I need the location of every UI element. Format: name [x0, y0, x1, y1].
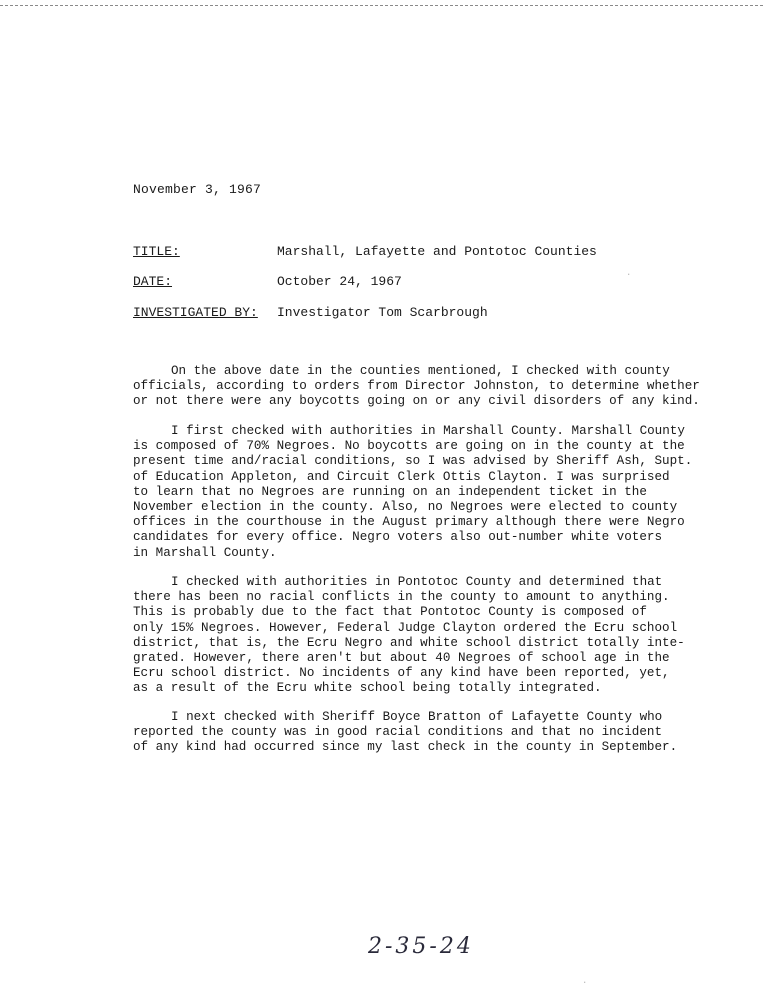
paragraph-line: grated. However, there aren't but about 40 Negroes of school age in the	[133, 651, 670, 666]
paragraph-3	[133, 575, 708, 697]
paragraph-line: of any kind had occurred since my last check in the county in September.	[133, 740, 678, 755]
paragraph-line: candidates for every office. Negro voters also out-number white voters	[133, 530, 663, 545]
scan-speck: ·	[626, 270, 632, 280]
scan-speck: ·	[582, 978, 588, 988]
paragraph-line: in Marshall County.	[133, 545, 277, 560]
paragraph-line: district, that is, the Ecru Negro and white school district totally inte-	[133, 635, 685, 650]
paragraph-line: offices in the courthouse in the August primary although there were Negro	[133, 515, 685, 530]
paragraph-line: is composed of 70% Negroes. No boycotts are going on in the county at the	[133, 439, 685, 454]
document-date: November 3, 1967	[133, 182, 262, 197]
header-value-investigator: Investigator Tom Scarbrough	[277, 305, 488, 320]
paragraph-line: Ecru school district. No incidents of any kind have been reported, yet,	[133, 666, 670, 681]
paragraph-line: or not there were any boycotts going on or any civil disorders of any kind.	[133, 394, 700, 409]
header-value-title: Marshall, Lafayette and Pontotoc Counties	[277, 244, 597, 259]
paragraph-line: I checked with authorities in Pontotoc County and determined that	[171, 575, 663, 589]
paragraph-line: officials, according to orders from Director Johnston, to determine whether	[133, 379, 700, 394]
paragraph-line: to learn that no Negroes are running on an independent ticket in the	[133, 484, 647, 499]
paragraph-line: there has been no racial conflicts in the county to amount to anything.	[133, 590, 670, 605]
header-label-title: TITLE:	[133, 244, 180, 259]
paragraph-line: only 15% Negroes. However, Federal Judge Clayton ordered the Ecru school	[133, 620, 678, 635]
paragraph-line: reported the county was in good racial conditions and that no incident	[133, 725, 663, 740]
paragraph-line: I next checked with Sheriff Boyce Bratton of Lafayette County who	[171, 710, 663, 724]
header-label-date: DATE:	[133, 274, 173, 289]
page-top-edge	[0, 5, 763, 6]
paragraph-2	[133, 424, 708, 561]
paragraph-1	[133, 364, 708, 410]
paragraph-line: This is probably due to the fact that Pontotoc County is composed of	[133, 605, 647, 620]
paragraph-4	[133, 710, 708, 756]
paragraph-line: as a result of the Ecru white school being totally integrated.	[133, 681, 602, 696]
paragraph-line: November election in the county. Also, no Negroes were elected to county	[133, 500, 678, 515]
paragraph-line: present time and/racial conditions, so I was advised by Sheriff Ash, Supt.	[133, 454, 693, 469]
handwritten-file-number: 2-35-24	[368, 934, 474, 959]
paragraph-line: of Education Appleton, and Circuit Clerk Ottis Clayton. I was surprised	[133, 469, 670, 484]
paragraph-line: On the above date in the counties mentioned, I checked with county	[171, 364, 670, 378]
header-label-investigator: INVESTIGATED BY:	[133, 305, 258, 320]
header-value-date: October 24, 1967	[277, 274, 402, 289]
paragraph-line: I first checked with authorities in Marshall County. Marshall County	[171, 424, 685, 438]
